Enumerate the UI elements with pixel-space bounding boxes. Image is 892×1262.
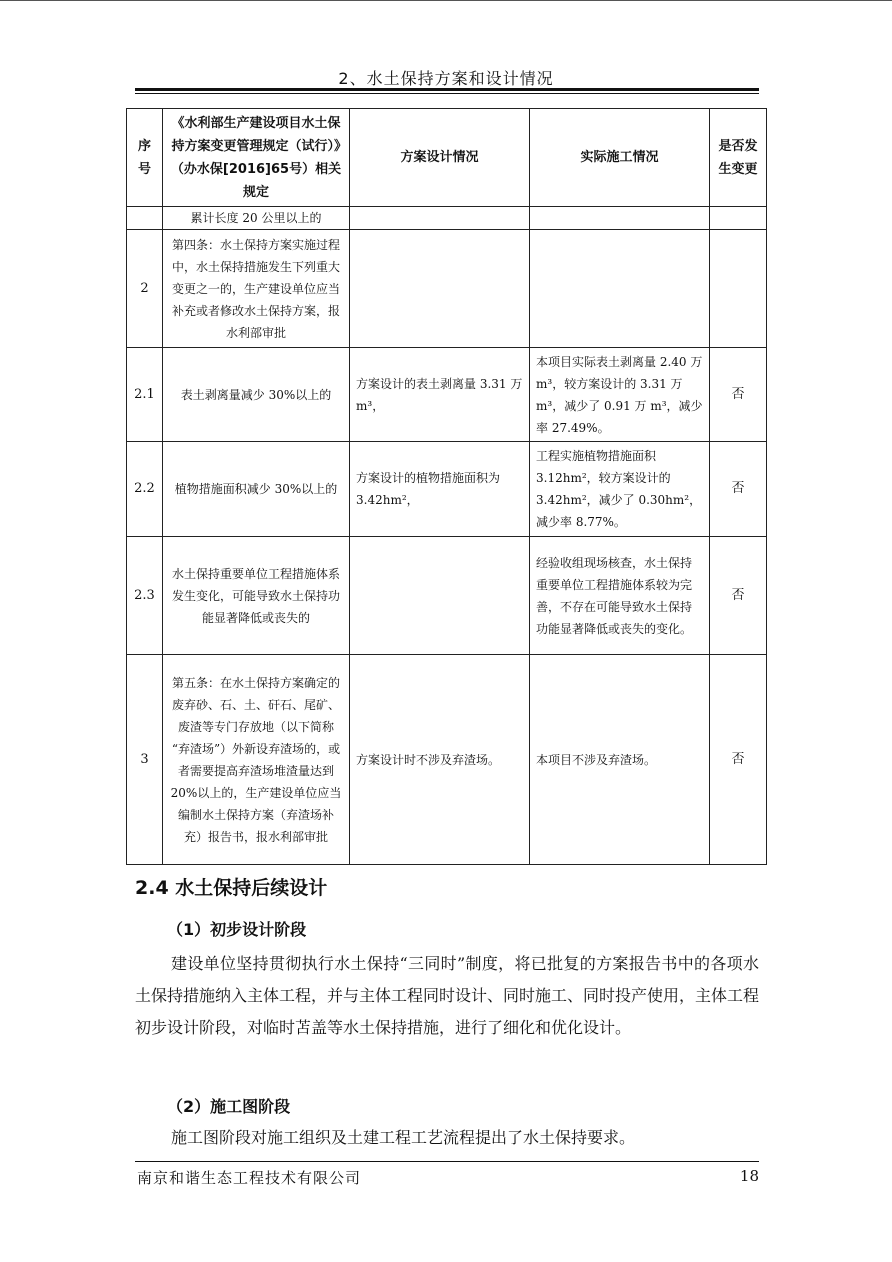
cell-changed: 否 <box>710 442 767 537</box>
subsection-heading-preliminary: （1）初步设计阶段 <box>167 920 307 939</box>
cell-plan: 方案设计的表土剥离量 3.31 万 m³， <box>350 348 530 442</box>
cell-seq: 2 <box>127 230 163 348</box>
cell-plan <box>350 207 530 230</box>
header-rule-thick <box>135 88 759 91</box>
cell-actual <box>530 230 710 348</box>
header-rule: 《水利部生产建设项目水土保持方案变更管理规定（试行）》（办水保[2016]65号）相关规定 <box>163 109 350 207</box>
header-changed: 是否发生变更 <box>710 109 767 207</box>
subsection-heading-construction-drawing: （2）施工图阶段 <box>167 1097 291 1116</box>
cell-plan: 方案设计时不涉及弃渣场。 <box>350 655 530 865</box>
table-header-row <box>127 109 767 207</box>
cell-changed <box>710 230 767 348</box>
cell-actual: 本项目实际表土剥离量 2.40 万 m³，较方案设计的 3.31 万 m³，减少了 0.91 万 m³，减少率 27.49%。 <box>530 348 710 442</box>
paragraph-preliminary: 建设单位坚持贯彻执行水土保持“三同时”制度，将已批复的方案报告书中的各项水土保持措施纳入主体工程，并与主体工程同时设计、同时施工、同时投产使用，主体工程初步设计阶段，对临时苫盖等水土保持措施，进行了细化和优化设计。 <box>135 954 760 1037</box>
cell-seq <box>127 207 163 230</box>
top-border <box>0 0 892 1</box>
cell-seq: 2.2 <box>127 442 163 537</box>
cell-changed: 否 <box>710 655 767 865</box>
cell-seq: 2.3 <box>127 537 163 655</box>
cell-seq: 3 <box>127 655 163 865</box>
running-header: 2、水土保持方案和设计情况 <box>338 69 554 88</box>
table-row <box>127 207 767 230</box>
section-heading: 2.4 水土保持后续设计 <box>135 877 328 899</box>
footer-company: 南京和谐生态工程技术有限公司 <box>137 1169 362 1187</box>
cell-changed: 否 <box>710 348 767 442</box>
table-row <box>127 348 767 442</box>
footer-rule <box>135 1161 759 1162</box>
cell-plan: 方案设计的植物措施面积为 3.42hm²， <box>350 442 530 537</box>
cell-rule: 植物措施面积减少 30%以上的 <box>163 442 350 537</box>
table-row <box>127 655 767 865</box>
table-row <box>127 537 767 655</box>
cell-changed <box>710 207 767 230</box>
cell-actual: 本项目不涉及弃渣场。 <box>530 655 710 865</box>
change-assessment-table <box>126 108 767 865</box>
cell-plan <box>350 230 530 348</box>
header-seq: 序号 <box>127 109 163 207</box>
cell-actual: 工程实施植物措施面积 3.12hm²，较方案设计的 3.42hm²，减少了 0.30hm²，减少率 8.77%。 <box>530 442 710 537</box>
cell-seq: 2.1 <box>127 348 163 442</box>
cell-plan <box>350 537 530 655</box>
cell-rule: 水土保持重要单位工程措施体系发生变化，可能导致水土保持功能显著降低或丧失的 <box>163 537 350 655</box>
paragraph-construction-drawing: 施工图阶段对施工组织及土建工程工艺流程提出了水土保持要求。 <box>171 1128 636 1147</box>
cell-rule: 第五条：在水土保持方案确定的废弃砂、石、土、矸石、尾矿、废渣等专门存放地（以下简称 “弃渣场”）外新设弃渣场的，或者需要提高弃渣场堆渣量达到 20%以上的，生产建设单位应当编制水土保持方案（弃渣场补充）报告书，报水利部审批 <box>163 655 350 865</box>
cell-actual <box>530 207 710 230</box>
header-rule-thin <box>135 93 759 94</box>
table-row <box>127 230 767 348</box>
header-plan: 方案设计情况 <box>350 109 530 207</box>
table-row <box>127 442 767 537</box>
cell-changed: 否 <box>710 537 767 655</box>
page-number: 18 <box>739 1167 759 1185</box>
header-actual: 实际施工情况 <box>530 109 710 207</box>
cell-rule: 表土剥离量减少 30%以上的 <box>163 348 350 442</box>
cell-rule: 累计长度 20 公里以上的 <box>163 207 350 230</box>
cell-actual: 经验收组现场核查，水土保持重要单位工程措施体系较为完善，不存在可能导致水土保持功能显著降低或丧失的变化。 <box>530 537 710 655</box>
cell-rule: 第四条：水土保持方案实施过程中，水土保持措施发生下列重大变更之一的，生产建设单位应当补充或者修改水土保持方案，报水利部审批 <box>163 230 350 348</box>
